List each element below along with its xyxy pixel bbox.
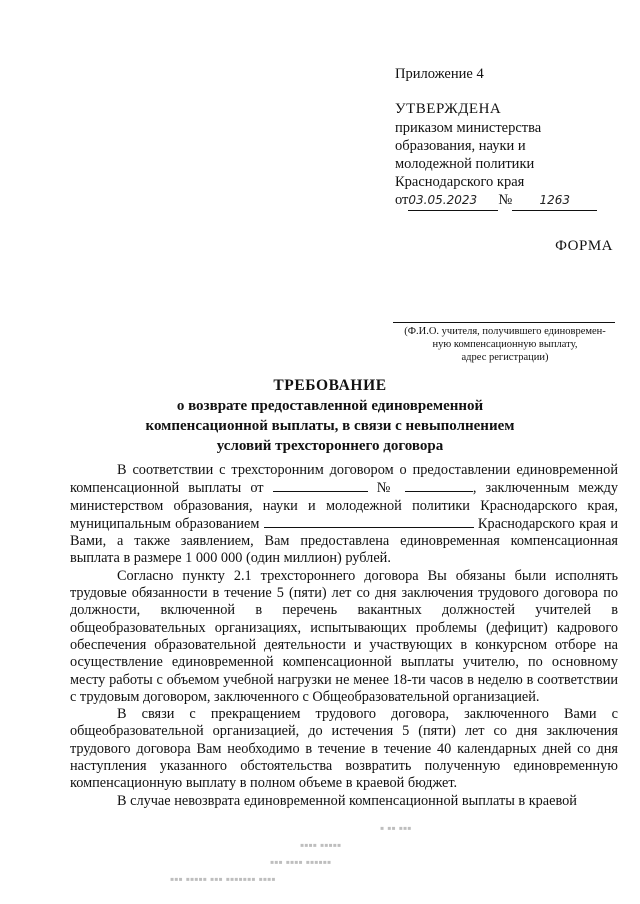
- title-line-1: о возврате предоставленной единовременной: [176, 398, 484, 414]
- paragraph-1: [70, 462, 618, 568]
- title-line-3: условий трехстороннего договора: [216, 438, 444, 454]
- form-label: ФОРМА: [555, 238, 613, 254]
- appendix-label: Приложение 4: [395, 66, 484, 82]
- recipient-caption-line-1: (Ф.И.О. учителя, получившего единовремен-: [404, 326, 606, 337]
- contract-number-blank: [405, 479, 473, 492]
- paragraph-3: В связи с прекращением трудового договора, заключенного Вами с общеобразовательной организацией, до истечения 5 (пяти) лет со дня заключения трудового договора Вам необходимо в течение в течение 40 календарных дней со дня наступления указанного обстоятельства возвратить полученную единовременную компенсационную выплату в полном объеме в краевой бюджет.: [70, 706, 618, 792]
- approved-heading: УТВЕРЖДЕНА: [395, 101, 502, 117]
- recipient-line: [393, 322, 615, 323]
- number-prefix: №: [498, 192, 513, 208]
- order-number: 1263: [512, 192, 597, 211]
- paragraph-4: В случае невозврата единовременной компенсационной выплаты в краевой: [117, 792, 577, 809]
- title-main: ТРЕБОВАНИЕ: [273, 377, 387, 394]
- title-line-2: компенсационной выплаты, в связи с невыполнением: [145, 418, 515, 434]
- approved-line-3: молодежной политики: [395, 156, 535, 172]
- contract-number-prefix: №: [376, 480, 396, 497]
- order-date: 03.05.2023: [408, 192, 498, 211]
- recipient-caption-line-2: ную компенсационную выплату,: [432, 339, 578, 350]
- paragraph-1-part-b: , заключенным между министерством образования, науки и молодежной политики Краснодарского края, муниципальным образованием: [70, 480, 619, 532]
- recipient-caption: [385, 325, 625, 364]
- recipient-caption-line-3: адрес регистрации): [461, 352, 549, 363]
- paragraph-2: Согласно пункту 2.1 трехстороннего договора Вы обязаны были исполнять трудовые обязанности в течение 5 (пяти) лет со дня заключения трудового договора по должности, включенной в перечень вакантных должностей учителей в общеобразовательных организациях, испытывающих проблемы (дефицит) кадрового обеспечения образовательной деятельности и участвующих в конкурсном отборе на осуществление единовременной компенсационной выплаты учителю, по основному месту работы с объемом учебной нагрузки не менее 18-ти часов в неделю в соответствии с трудовым договором, заключенного с Общеобразовательной организацией.: [70, 567, 618, 705]
- approved-line-2: образования, науки и: [395, 138, 526, 154]
- date-prefix: от: [395, 192, 409, 208]
- document-title: [120, 376, 540, 456]
- document-body: [70, 462, 618, 810]
- paragraph-1-part-a: В соответствии с трехсторонним договором о предоставлении единовременной компенсационной выплаты от: [70, 462, 618, 497]
- order-date-number: [395, 192, 597, 211]
- bleed-through-noise: ▪ ▪▪ ▪▪▪ ▪▪▪▪ ▪▪▪▪▪ ▪▪▪ ▪▪▪▪ ▪▪▪▪▪▪ ▪▪▪ ▪▪▪▪▪ ▪▪▪ ▪▪▪▪▪▪▪ ▪▪▪▪: [170, 821, 412, 886]
- municipality-blank: [264, 515, 474, 528]
- paragraph-1-part-c: Краснодарского края и Вами, а также заявлением, Вам предоставлена единовременная компенсационная выплата в размере 1 000 000 (один миллион) рублей.: [70, 515, 618, 567]
- contract-date-blank: [273, 479, 368, 492]
- approved-line-1: приказом министерства: [395, 120, 542, 136]
- approved-line-4: Краснодарского края: [395, 174, 525, 190]
